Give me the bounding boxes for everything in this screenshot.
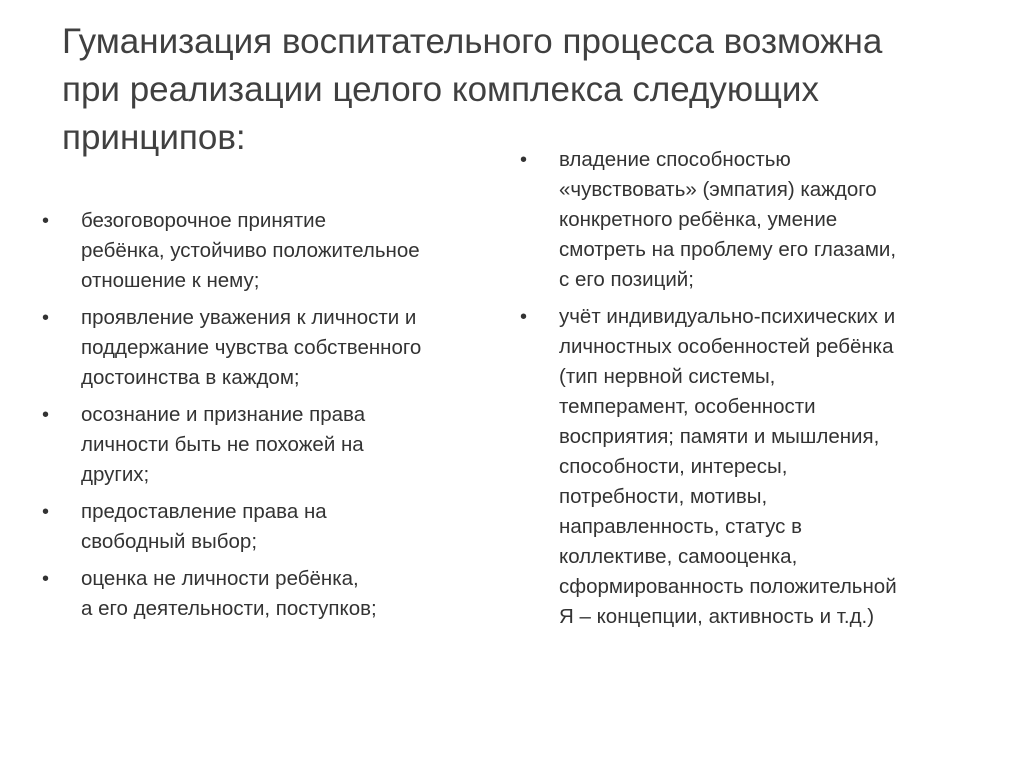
list-item xyxy=(520,302,990,632)
bullet-icon: • xyxy=(42,307,50,329)
bullet-icon: • xyxy=(520,306,528,328)
bullet-icon: • xyxy=(42,501,50,523)
slide-title: Гуманизация воспитательного процесса возможна при реализации целого комплекса следующих принципов: xyxy=(62,22,883,157)
list-item-text: проявление уважения к личности и поддержание чувства собственного достоинства в каждом; xyxy=(81,306,422,389)
list-item xyxy=(42,400,482,490)
bullet-icon: • xyxy=(42,404,50,426)
right-bullet-list xyxy=(520,145,990,639)
bullet-icon: • xyxy=(42,210,50,232)
list-item xyxy=(42,497,482,557)
list-item-text: безоговорочное принятие ребёнка, устойчиво положительное отношение к нему; xyxy=(81,209,420,292)
bullet-icon: • xyxy=(520,149,528,171)
bullet-icon: • xyxy=(42,568,50,590)
list-item-text: оценка не личности ребёнка, а его деятельности, поступков; xyxy=(81,567,377,620)
list-item xyxy=(42,564,482,624)
left-bullet-list xyxy=(42,206,482,631)
list-item xyxy=(520,145,990,295)
list-item-text: предоставление права на свободный выбор; xyxy=(81,500,327,553)
list-item-text: осознание и признание права личности быть не похожей на других; xyxy=(81,403,366,486)
list-item xyxy=(42,206,482,296)
list-item-text: владение способностью «чувствовать» (эмпатия) каждого конкретного ребёнка, умение смотреть на проблему его глазами, с его позиций; xyxy=(559,148,897,291)
list-item xyxy=(42,303,482,393)
list-item-text: учёт индивидуально-психических и личностных особенностей ребёнка (тип нервной системы, темперамент, особенности восприятия; памяти и мышления, способности, интересы, потребности, мотивы, направленность, статус в коллективе, самооценка, сформированность положительной Я – концепции, активность и т.д.) xyxy=(559,305,897,628)
